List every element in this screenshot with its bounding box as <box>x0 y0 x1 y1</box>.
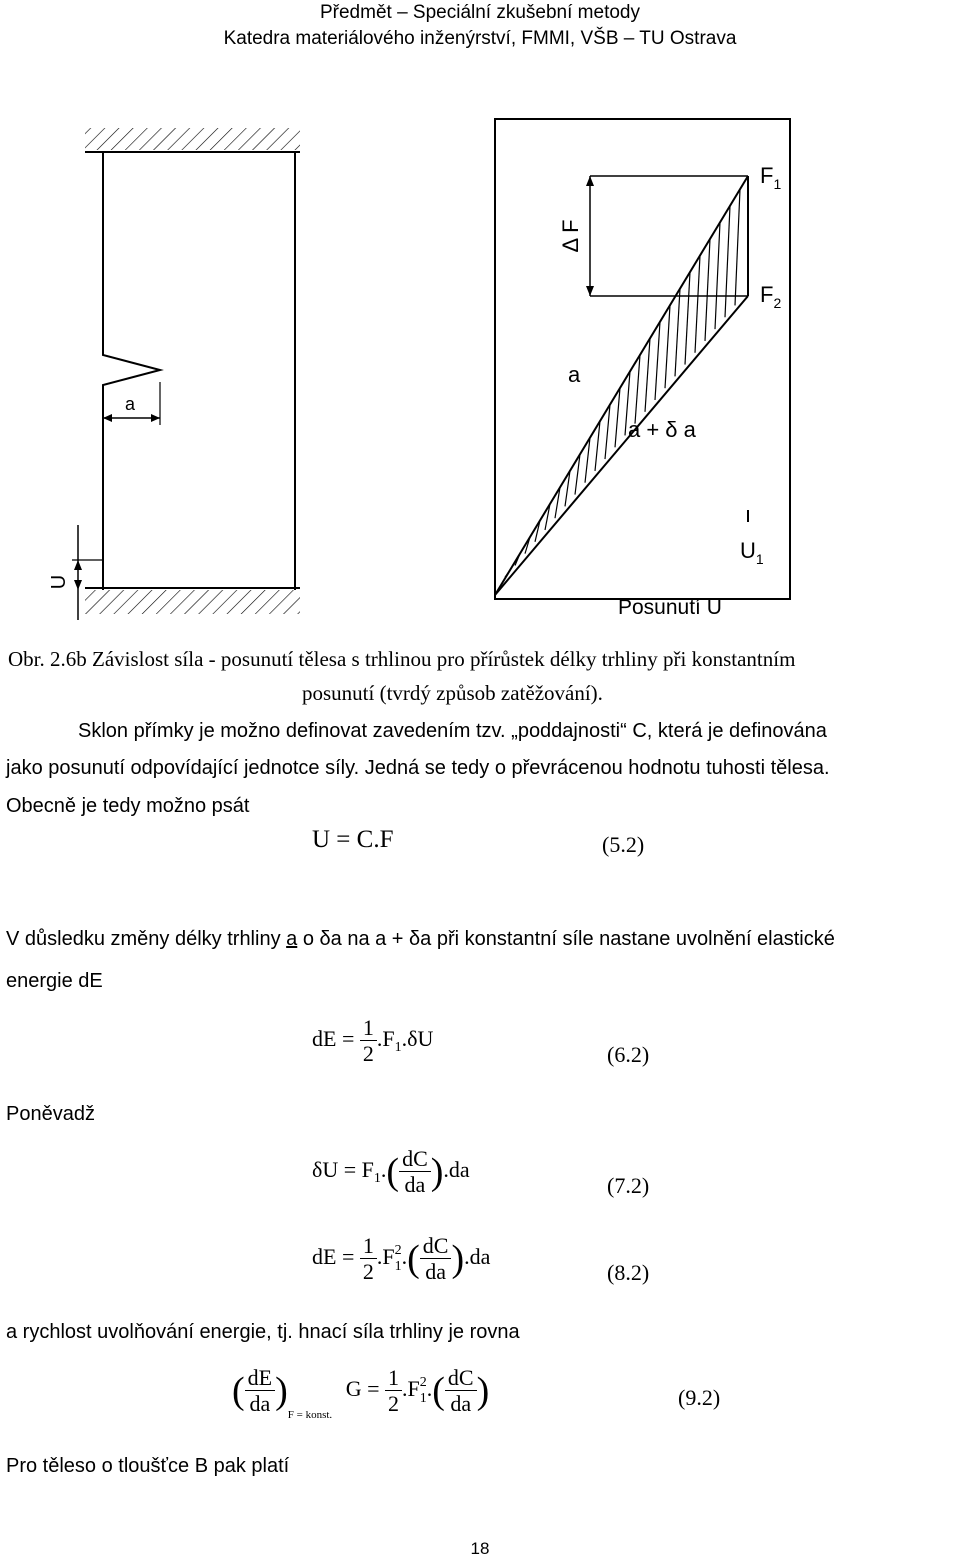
label-F1: $F_1$ <box>760 163 782 192</box>
equation-7-2: $\delta U = F_1$.( $\frac{dC}{da}$ ).da <box>312 1146 470 1198</box>
equation-9-2-number: (9.2) <box>678 1385 721 1410</box>
paragraph-4: a rychlost uvolňování energie, tj. hnací síla trhliny je rovna <box>6 1321 520 1343</box>
displacement-label: U <box>48 574 70 590</box>
label-U1: $U_1$ <box>740 538 764 567</box>
equation-6-2-number: (6.2) <box>607 1042 650 1067</box>
loading-line-a-plus-da <box>495 296 748 595</box>
equation-5-2-number: (5.2) <box>602 832 645 857</box>
equation-6-2: dE = $\frac{1}{2}$ $.F_1.\delta U$ <box>312 1015 434 1067</box>
header-department: Katedra materiálového inženýrství, FMMI, VŠB – TU Ostrava <box>223 28 737 49</box>
paragraph-5: Pro těleso o tloušťce B pak platí <box>6 1455 290 1477</box>
force-displacement-diagram <box>490 110 800 625</box>
label-delta-F: Δ F <box>558 219 583 253</box>
paragraph-1-line2: jako posunutí odpovídající jednotce síly. Jedná se tedy o převrácenou hodnotu tuhosti tělesa. <box>6 757 830 779</box>
figure-caption-line1: Obr. 2.6b Závislost síla - posunutí tělesa s trhlinou pro přírůstek délky trhliny při konstantním <box>8 647 796 671</box>
paragraph-1-line1: Sklon přímky je možno definovat zavedením tzv. „poddajnosti“ C, která je definována <box>78 720 827 742</box>
label-a-plus-da: a + δ a <box>628 417 696 442</box>
loading-line-a <box>495 176 748 595</box>
x-axis-label: Posunutí U <box>618 596 722 619</box>
page-number: 18 <box>470 1539 490 1558</box>
diagram-frame <box>495 119 790 599</box>
label-a: a <box>568 362 581 387</box>
specimen-left-edge <box>103 152 160 590</box>
figure-caption-line2: posunutí (tvrdý způsob zatěžování). <box>302 681 603 705</box>
equation-7-2-number: (7.2) <box>607 1173 650 1198</box>
equation-5-2: U = C.F <box>312 826 394 853</box>
bottom-grip-hatch <box>85 590 300 614</box>
label-F2: $F_2$ <box>760 282 782 311</box>
paragraph-2-line1: V důsledku změny délky trhliny a o δa na a + δa při konstantní síle nastane uvolnění elastické <box>6 928 835 950</box>
equation-8-2: dE = $\frac{1}{2}$ .F 2 1 .( $\frac{dC}{da}$ ).da <box>312 1233 491 1285</box>
paragraph-1-line3: Obecně je tedy možno psát <box>6 795 250 817</box>
header-course: Předmět – Speciální zkušební metody <box>319 2 640 23</box>
top-grip-hatch <box>85 128 300 150</box>
paragraph-2-line2: energie dE <box>6 970 103 992</box>
equation-9-2: ( $\frac{dE}{da}$ )$_{F = konst.}$ G = $\frac{1}{2}$ .F 2 1 .( $\frac{dC}{da}$ ) <box>232 1365 490 1421</box>
equation-8-2-number: (8.2) <box>607 1260 650 1285</box>
crack-length-label: a <box>125 394 136 414</box>
paragraph-3: Poněvadž <box>6 1103 95 1125</box>
specimen-figure <box>48 120 310 630</box>
